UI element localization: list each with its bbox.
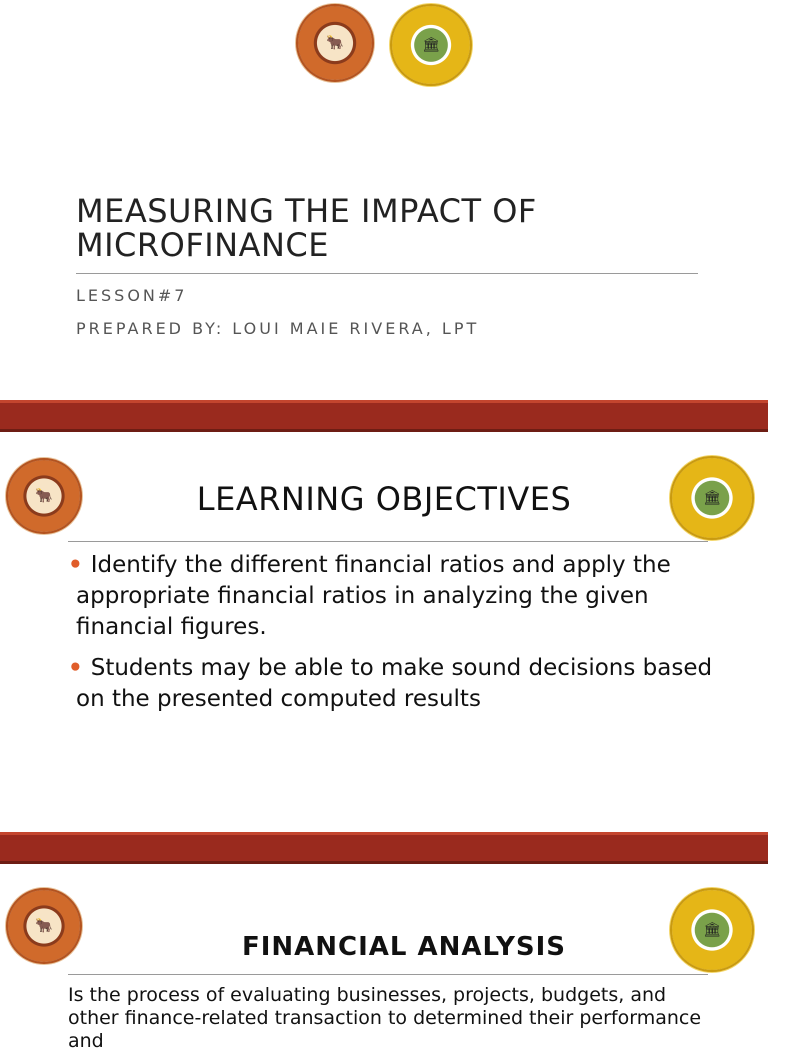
college-seal-icon: 🏛 <box>672 458 752 538</box>
university-seal-icon: 🐂 <box>8 460 80 532</box>
bullet-icon: • <box>68 552 91 578</box>
list-item: • Students may be able to make sound decisions based on the presented computed results <box>68 655 713 712</box>
slide-title: FINANCIAL ANALYSIS <box>241 932 567 962</box>
definition-text: Is the process of evaluating businesses, projects, budgets, and other finance-related transaction to determined their performance and <box>68 984 702 1052</box>
bullet-icon: • <box>68 655 91 681</box>
list-item: • Identify the different financial ratios and apply the appropriate financial ratios in analyzing the given financial figures. <box>68 552 671 640</box>
college-seal-icon: 🏛 <box>392 6 470 84</box>
prepared-by: PREPARED BY: LOUI MAIE RIVERA, LPT <box>76 319 480 338</box>
title-slide <box>0 0 768 400</box>
title-divider <box>68 541 708 542</box>
title-divider <box>68 974 708 975</box>
slide-title: MEASURING THE IMPACT OF MICROFINANCE <box>76 192 537 264</box>
university-seal-icon: 🐂 <box>8 890 80 962</box>
slide-separator <box>0 400 768 432</box>
lesson-number: LESSON#7 <box>76 286 188 305</box>
financial-analysis-slide <box>0 864 768 1052</box>
slide-separator <box>0 832 768 864</box>
title-divider <box>76 273 698 274</box>
college-seal-icon: 🏛 <box>672 890 752 970</box>
objectives-list <box>68 550 718 725</box>
objectives-slide <box>0 432 768 832</box>
slide-title: LEARNING OBJECTIVES <box>196 480 572 518</box>
university-seal-icon: 🐂 <box>298 6 372 80</box>
